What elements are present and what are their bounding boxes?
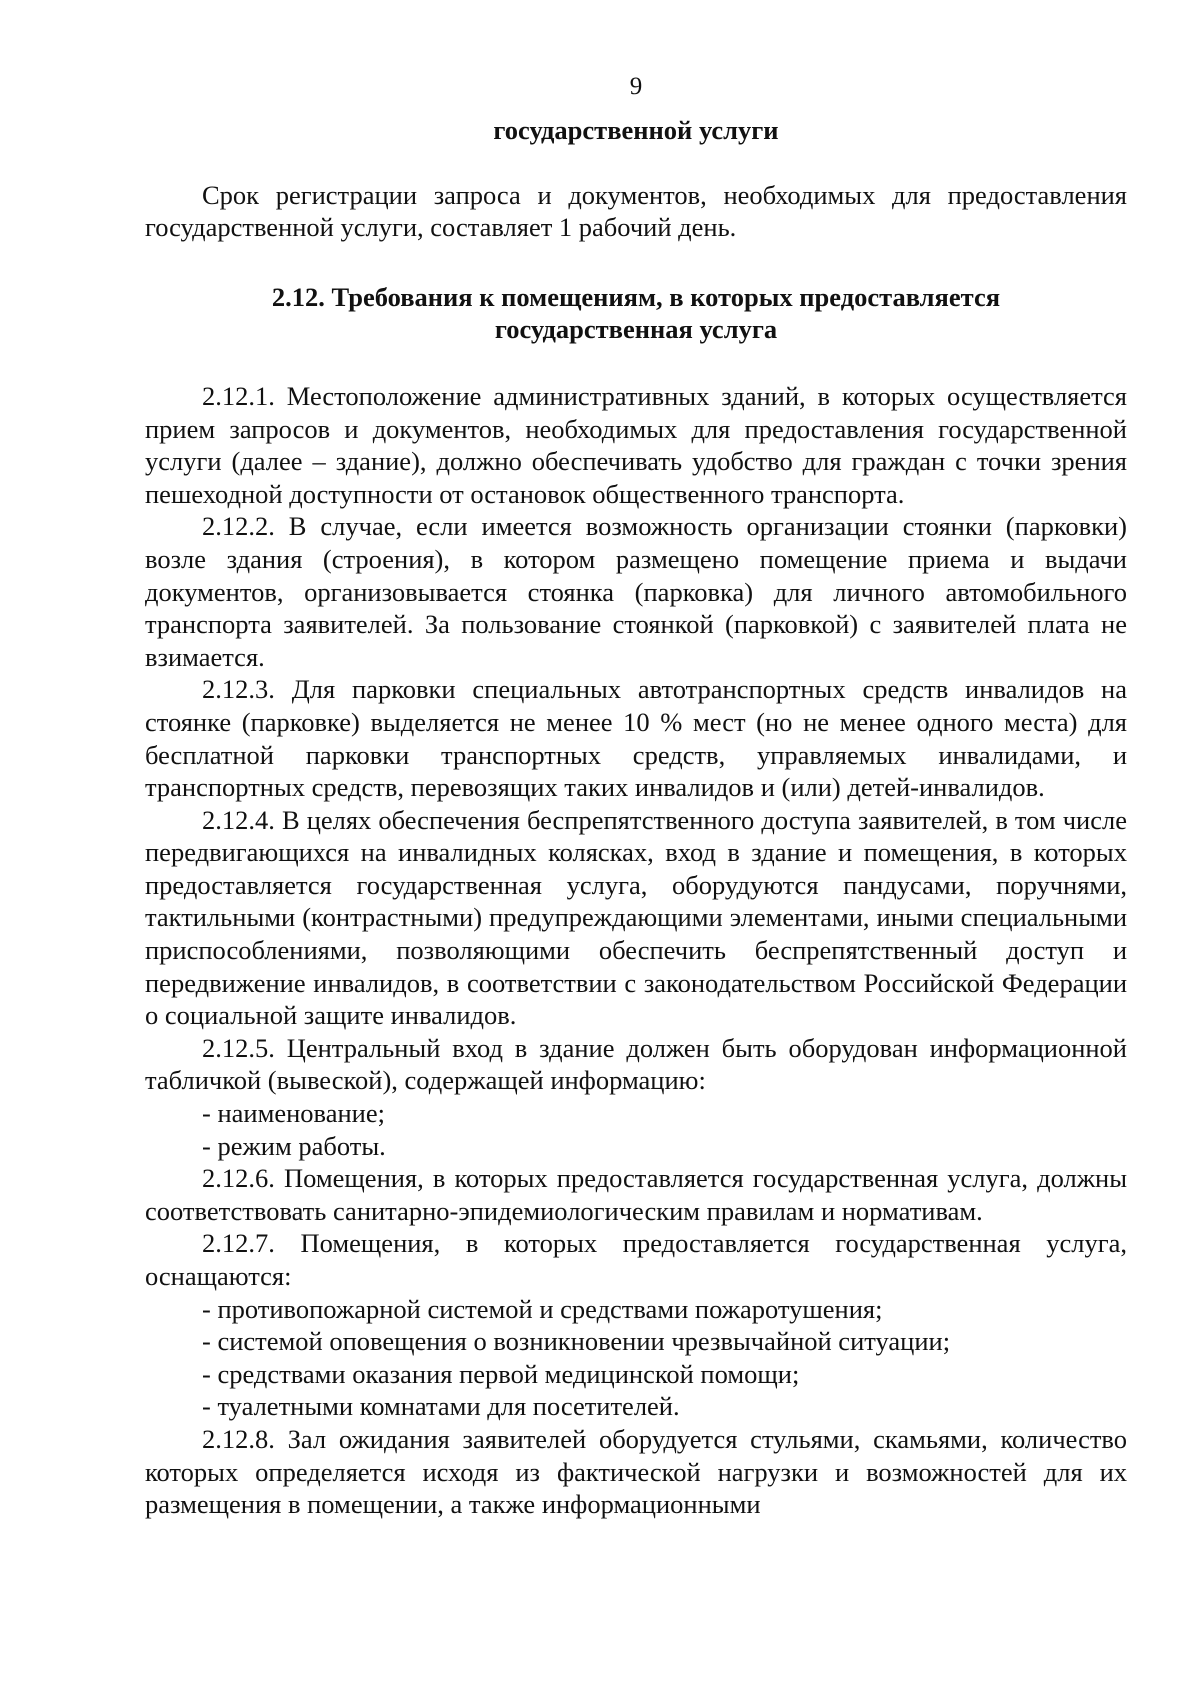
list-item: - режим работы. — [202, 1130, 386, 1161]
page-number: 9 — [629, 73, 643, 100]
section-heading-line-1: 2.12. Требования к помещениям, в которых предоставляется — [271, 281, 1001, 312]
list-item: - системой оповещения о возникновении чрезвычайной ситуации; — [202, 1326, 951, 1357]
list-item: - туалетными комнатами для посетителей. — [202, 1391, 680, 1422]
paragraph-2-12-3: 2.12.3. Для парковки специальных автотранспортных средств инвалидов на стоянке (парковке) выделяется не менее 10 % мест (но не менее одного места) для бесплатной парковки транспортных средств, управляемых инвалидами, и транспортных средств, перевозящих таких инвалидов и (или) детей-инвалидов. — [145, 674, 1127, 803]
paragraph-2-12-1: 2.12.1. Местоположение административных зданий, в которых осуществляется прием запросов и документов, необходимых для предоставления государственной услуги (далее – здание), должно обеспечивать удобство для граждан с точки зрения пешеходной доступности от остановок общественного транспорта. — [145, 380, 1127, 509]
paragraph-2-12-6: 2.12.6. Помещения, в которых предоставляется государственная услуга, должны соответствовать санитарно-эпидемиологическим правилам и нормативам. — [145, 1163, 1127, 1226]
paragraph-2-12-4: 2.12.4. В целях обеспечения беспрепятственного доступа заявителей, в том числе передвигающихся на инвалидных колясках, вход в здание и помещения, в которых предоставляется государственная услуга, оборудуются пандусами, поручнями, тактильными (контрастными) предупреждающими элементами, иными специальными приспособлениями, позволяющими обеспечить беспрепятственный доступ и передвижение инвалидов, в соответствии с законодательством Российской Федерации о социальной защите инвалидов. — [145, 804, 1127, 1031]
heading-continuation: государственной услуги — [493, 115, 779, 145]
section-heading-line-2: государственная услуга — [494, 314, 778, 345]
list-item: - средствами оказания первой медицинской помощи; — [202, 1358, 800, 1389]
list-item: - наименование; — [202, 1098, 385, 1129]
paragraph-2-12-8: 2.12.8. Зал ожидания заявителей оборудуется стульями, скамьями, количество которых определяется исходя из фактической нагрузки и возможностей для их размещения в помещении, а также информационными — [145, 1423, 1127, 1520]
paragraph-2-12-2: 2.12.2. В случае, если имеется возможность организации стоянки (парковки) возле здания (строения), в котором размещено помещение приема и выдачи документов, организовывается стоянка (парковка) для личного автомобильного транспорта заявителей. За пользование стоянкой (парковкой) с заявителей плата не взимается. — [145, 511, 1127, 672]
list-item: - противопожарной системой и средствами пожаротушения; — [202, 1293, 883, 1324]
paragraph-2-12-7: 2.12.7. Помещения, в которых предоставляется государственная услуга, оснащаются: — [145, 1228, 1127, 1291]
section-heading-2-12 — [145, 281, 1127, 346]
registration-paragraph: Срок регистрации запроса и документов, необходимых для предоставления государственной услуги, составляет 1 рабочий день. — [145, 179, 1127, 243]
paragraph-2-12-5: 2.12.5. Центральный вход в здание должен быть оборудован информационной табличкой (вывеской), содержащей информацию: — [145, 1032, 1127, 1096]
page-content — [145, 114, 1127, 1521]
